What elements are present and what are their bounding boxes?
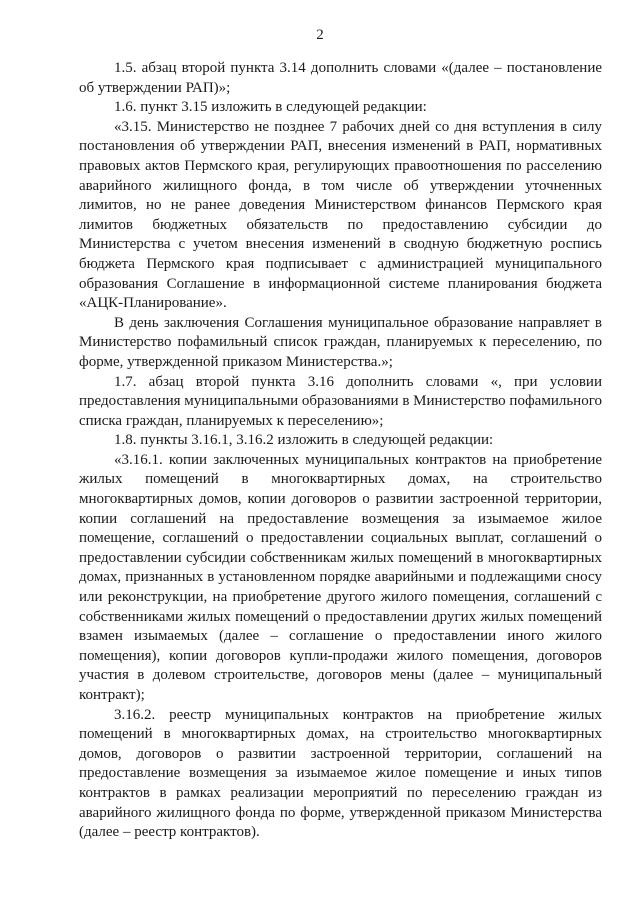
paragraph-3-16-1: «3.16.1. копии заключенных муниципальных контрактов на приобретение жилых помещений в многоквартирных домах, на строительство многоквартирных домов, копии договоров о развитии застроенной территории, копии соглашений на предоставление возмещения за изымаемое жилое помещение, соглашений о предоставлении социальных выплат, соглашений о предоставлении субсидии собственникам жилых помещений в многоквартирных домах, признанных в установленном порядке аварийными и подлежащими сносу или реконструкции, на приобретение другого жилого помещения, соглашений с собственниками жилых помещений о предоставлении других жилых помещений взамен изымаемых (далее – соглашение о предоставлении иного жилого помещения), копии договоров купли-продажи жилого помещения, договоров участия в долевом строительстве, договоров мены (далее – муниципальный контракт); — [79, 451, 602, 703]
document-body — [79, 59, 602, 843]
paragraph-3-16-2: 3.16.2. реестр муниципальных контрактов на приобретение жилых помещений в многоквартирных домах, на строительство многоквартирных домов, договоров о развитии застроенной территории, соглашений на предоставление возмещения за изымаемое жилое помещение и иных типов контрактов в рамках реализации мероприятий по переселению граждан из аварийного жилищного фонда по форме, утвержденной приказом Министерства (далее – реестр контрактов). — [79, 706, 602, 841]
page-number: 2 — [316, 27, 324, 43]
paragraph-agreement-day: В день заключения Соглашения муниципальное образование направляет в Министерство пофамильный список граждан, планируемых к переселению, по форме, утвержденной приказом Министерства.»; — [79, 314, 602, 370]
paragraph-3-15: «3.15. Министерство не позднее 7 рабочих дней со дня вступления в силу постановления об утверждении РАП, внесения изменений в РАП, нормативных правовых актов Пермского края, регулирующих правоотношения по расселению аварийного жилищного фонда, в том числе об утверждении уточненных лимитов, но не ранее доведения Министерством финансов Пермского края лимитов бюджетных обязательств по предоставлению субсидии до Министерства с учетом внесения изменений в сводную бюджетную роспись бюджета Пермского края подписывает с администрацией муниципального образования Соглашение в информационной системе планирования бюджета «АЦК-Планирование». — [79, 118, 602, 312]
paragraph-1-5: 1.5. абзац второй пункта 3.14 дополнить словами «(далее – постановление об утверждении РАП)»; — [79, 60, 602, 96]
paragraph-1-8: 1.8. пункты 3.16.1, 3.16.2 изложить в следующей редакции: — [114, 432, 494, 449]
paragraph-1-7: 1.7. абзац второй пункта 3.16 дополнить словами «, при условии предоставления муниципальными образованиями в Министерство пофамильного списка граждан, планируемых к переселению»; — [79, 373, 602, 429]
paragraph-1-6: 1.6. пункт 3.15 изложить в следующей редакции: — [114, 99, 427, 116]
